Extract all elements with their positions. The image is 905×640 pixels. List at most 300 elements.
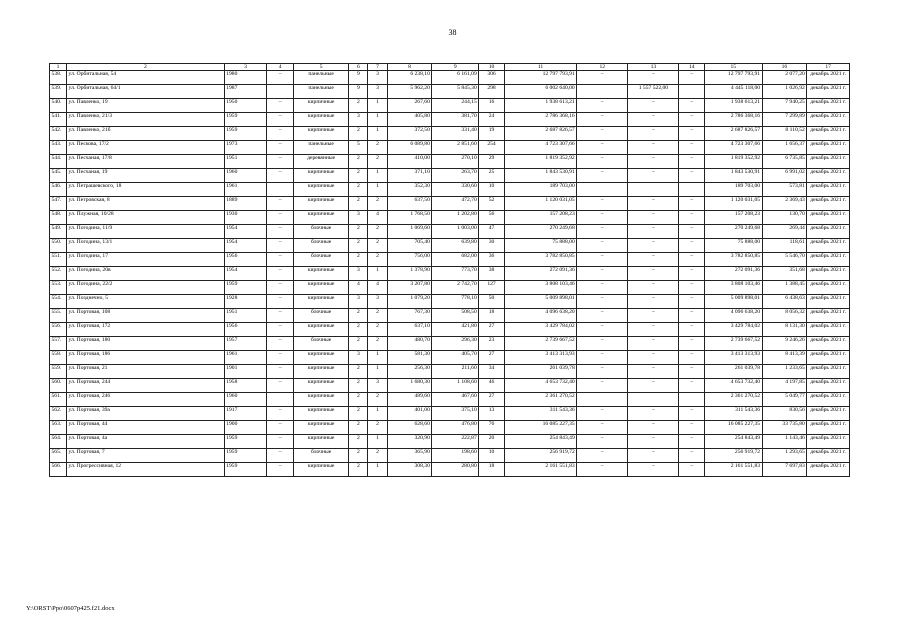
cell-address: ул. Портовая, 186	[67, 351, 225, 365]
cell-col-13: –	[628, 323, 679, 337]
cell-residents: 76	[479, 421, 505, 435]
cell-wall-material: блочные	[293, 239, 348, 253]
table-row	[50, 309, 850, 323]
cell-col-14: –	[679, 295, 705, 309]
cell-col-4: –	[267, 281, 294, 295]
cell-living-area: 2 742,70	[432, 281, 479, 295]
cell-row-number: 555.	[50, 309, 67, 323]
cell-total-area: 401,00	[387, 407, 432, 421]
cell-living-area: 381,70	[432, 113, 479, 127]
cell-row-number: 550.	[50, 239, 67, 253]
cell-floors: 3	[349, 113, 368, 127]
cell-residents: 23	[479, 337, 505, 351]
cell-cost-remaining: 2 739 667,52	[705, 337, 763, 351]
cell-address: ул. Орбитальная, 54	[67, 71, 225, 85]
cell-row-number: 552.	[50, 267, 67, 281]
cell-entrances: 4	[368, 211, 387, 225]
cell-floors: 2	[349, 239, 368, 253]
cell-total-cost: 2 739 667,52	[504, 337, 576, 351]
column-header-5: 5	[293, 64, 348, 71]
cell-deadline: декабрь 2021 г.	[807, 253, 850, 267]
cell-cost-per-sqm: 5 049,77	[762, 393, 807, 407]
cell-col-12	[577, 183, 628, 197]
cell-total-area: 628,60	[387, 421, 432, 435]
cell-col-4: –	[267, 295, 294, 309]
cell-address: ул. Погодина, 11/9	[67, 225, 225, 239]
table-row	[50, 435, 850, 449]
cell-floors: 2	[349, 337, 368, 351]
cell-cost-remaining: 254 843,49	[705, 435, 763, 449]
cell-wall-material: панельные	[293, 141, 348, 155]
cell-col-14: –	[679, 197, 705, 211]
cell-year-built: 1954	[224, 239, 267, 253]
cell-total-area: 1 079,20	[387, 295, 432, 309]
cell-col-14	[679, 183, 705, 197]
cell-col-13: –	[628, 351, 679, 365]
cell-col-13: –	[628, 407, 679, 421]
cell-entrances: 4	[368, 281, 387, 295]
cell-floors: 2	[349, 365, 368, 379]
cell-entrances: 2	[368, 239, 387, 253]
cell-col-14: –	[679, 281, 705, 295]
cell-row-number: 565.	[50, 449, 67, 463]
cell-total-area: 352,30	[387, 183, 432, 197]
cell-cost-per-sqm: 1 233,65	[762, 365, 807, 379]
cell-col-4	[267, 183, 294, 197]
cell-floors: 3	[349, 211, 368, 225]
cell-entrances: 1	[368, 183, 387, 197]
cell-residents: 10	[479, 449, 505, 463]
cell-col-13: –	[628, 99, 679, 113]
cell-row-number: 546.	[50, 183, 67, 197]
cell-year-built: 1900	[224, 421, 267, 435]
cell-total-area: 705,40	[387, 239, 432, 253]
cell-total-area: 1 069,60	[387, 225, 432, 239]
cell-floors: 2	[349, 225, 368, 239]
cell-row-number: 541.	[50, 113, 67, 127]
cell-col-4: –	[267, 351, 294, 365]
cell-total-cost: 3 413 313,93	[504, 351, 576, 365]
cell-living-area: 211,60	[432, 365, 479, 379]
cell-floors: 5	[349, 141, 368, 155]
cell-living-area: 330,60	[432, 183, 479, 197]
cell-floors: 2	[349, 435, 368, 449]
cell-col-13: –	[628, 169, 679, 183]
cell-cost-per-sqm: 1 026,92	[762, 85, 807, 99]
table-row	[50, 463, 850, 477]
cell-floors: 2	[349, 463, 368, 477]
cell-col-12: –	[577, 267, 628, 281]
cell-col-13: –	[628, 463, 679, 477]
cell-cost-remaining: 4 723 307,66	[705, 141, 763, 155]
cell-living-area: 682,00	[432, 253, 479, 267]
cell-col-13: –	[628, 141, 679, 155]
cell-row-number: 562.	[50, 407, 67, 421]
column-header-14: 14	[679, 64, 705, 71]
cell-residents: 254	[479, 141, 505, 155]
cell-entrances: 3	[368, 71, 387, 85]
cell-total-area: 405,80	[387, 113, 432, 127]
cell-cost-per-sqm: 8 131,30	[762, 323, 807, 337]
cell-col-14: –	[679, 127, 705, 141]
cell-year-built: 1959	[224, 281, 267, 295]
cell-col-12: –	[577, 421, 628, 435]
cell-col-12: –	[577, 351, 628, 365]
table-row	[50, 85, 850, 99]
table-row	[50, 183, 850, 197]
cell-col-13: –	[628, 253, 679, 267]
column-header-13: 13	[628, 64, 679, 71]
cell-living-area: 1 108,60	[432, 379, 479, 393]
cell-residents: 10	[479, 183, 505, 197]
cell-total-cost: 3 782 850,85	[504, 253, 576, 267]
cell-total-cost: 4 096 638,20	[504, 309, 576, 323]
cell-cost-per-sqm: 7 299,89	[762, 113, 807, 127]
cell-col-12: –	[577, 225, 628, 239]
cell-residents: 36	[479, 253, 505, 267]
cell-entrances: 3	[368, 85, 387, 99]
cell-col-14: –	[679, 239, 705, 253]
cell-total-cost: 1 120 031,05	[504, 197, 576, 211]
cell-row-number: 549.	[50, 225, 67, 239]
cell-col-12	[577, 85, 628, 99]
cell-address: ул. Портовая, 108	[67, 309, 225, 323]
cell-cost-per-sqm: 6 438,63	[762, 295, 807, 309]
cell-cost-remaining: 3 808 103,46	[705, 281, 763, 295]
cell-cost-remaining: 1 843 530,91	[705, 169, 763, 183]
cell-wall-material: блочные	[293, 309, 348, 323]
column-header-10: 10	[479, 64, 505, 71]
cell-entrances: 2	[368, 253, 387, 267]
table-row	[50, 337, 850, 351]
cell-entrances: 1	[368, 407, 387, 421]
cell-col-13: –	[628, 309, 679, 323]
cell-residents: 18	[479, 309, 505, 323]
column-header-3: 3	[224, 64, 267, 71]
cell-address: ул. Орбитальная, 64/1	[67, 85, 225, 99]
cell-floors: 9	[349, 85, 368, 99]
cell-cost-remaining: 2 687 826,57	[705, 127, 763, 141]
cell-address: ул. Погодина, 13/1	[67, 239, 225, 253]
cell-entrances: 2	[368, 141, 387, 155]
cell-total-cost: 3 808 103,46	[504, 281, 576, 295]
cell-total-cost: 1 938 613,21	[504, 99, 576, 113]
cell-row-number: 543.	[50, 141, 67, 155]
cell-entrances: 1	[368, 99, 387, 113]
cell-col-14: –	[679, 407, 705, 421]
cell-col-12: –	[577, 295, 628, 309]
cell-row-number: 553.	[50, 281, 67, 295]
cell-wall-material: кирпичные	[293, 99, 348, 113]
cell-cost-remaining: 4 653 732,40	[705, 379, 763, 393]
cell-col-14: –	[679, 421, 705, 435]
cell-address: ул. Павленко, 21б	[67, 127, 225, 141]
cell-cost-remaining: 3 782 850,85	[705, 253, 763, 267]
cell-deadline: декабрь 2021 г.	[807, 309, 850, 323]
cell-cost-remaining: 311 543,36	[705, 407, 763, 421]
cell-wall-material: кирпичные	[293, 267, 348, 281]
cell-entrances: 2	[368, 309, 387, 323]
cell-cost-per-sqm: 830,56	[762, 407, 807, 421]
cell-total-cost: 254 843,49	[504, 435, 576, 449]
cell-col-4: –	[267, 379, 294, 393]
cell-year-built: 1973	[224, 141, 267, 155]
cell-year-built: 1951	[224, 309, 267, 323]
cell-row-number: 538.	[50, 71, 67, 85]
cell-col-12: –	[577, 169, 628, 183]
table-row	[50, 127, 850, 141]
cell-floors: 3	[349, 295, 368, 309]
cell-col-4: –	[267, 253, 294, 267]
cell-floors: 9	[349, 71, 368, 85]
cell-year-built: 1959	[224, 449, 267, 463]
cell-col-14	[679, 393, 705, 407]
cell-floors: 2	[349, 127, 368, 141]
cell-col-4: –	[267, 211, 294, 225]
cell-cost-remaining: 4 096 638,20	[705, 309, 763, 323]
cell-living-area: 222,87	[432, 435, 479, 449]
cell-residents: 27	[479, 393, 505, 407]
cell-cost-per-sqm: 1 656,37	[762, 141, 807, 155]
cell-living-area: 405,70	[432, 351, 479, 365]
table-row	[50, 365, 850, 379]
cell-cost-remaining: 261 039,78	[705, 365, 763, 379]
cell-total-cost: 5 009 898,01	[504, 295, 576, 309]
cell-floors: 2	[349, 155, 368, 169]
cell-col-4: –	[267, 155, 294, 169]
cell-total-cost: 4 653 732,40	[504, 379, 576, 393]
cell-col-13: –	[628, 155, 679, 169]
cell-cost-remaining: 12 797 793,91	[705, 71, 763, 85]
cell-address: ул. Портовая, 7	[67, 449, 225, 463]
cell-cost-per-sqm: 130,70	[762, 211, 807, 225]
table-row	[50, 379, 850, 393]
cell-residents: 127	[479, 281, 505, 295]
cell-wall-material: кирпичные	[293, 113, 348, 127]
cell-wall-material: кирпичные	[293, 435, 348, 449]
cell-wall-material: кирпичные	[293, 127, 348, 141]
cell-entrances: 1	[368, 267, 387, 281]
cell-col-13: –	[628, 113, 679, 127]
cell-col-4: –	[267, 365, 294, 379]
cell-col-4	[267, 393, 294, 407]
cell-deadline: декабрь 2021 г.	[807, 141, 850, 155]
cell-living-area: 1 003,00	[432, 225, 479, 239]
cell-cost-remaining: 75 888,00	[705, 239, 763, 253]
cell-entrances: 2	[368, 393, 387, 407]
cell-floors: 4	[349, 281, 368, 295]
cell-entrances: 1	[368, 463, 387, 477]
column-header-12: 12	[577, 64, 628, 71]
cell-address: ул. Портовая, 39а	[67, 407, 225, 421]
cell-col-14: –	[679, 309, 705, 323]
cell-cost-per-sqm: 1 388,45	[762, 281, 807, 295]
cell-col-12: –	[577, 309, 628, 323]
cell-col-14: –	[679, 169, 705, 183]
cell-living-area: 263,70	[432, 169, 479, 183]
column-header-15: 15	[705, 64, 763, 71]
cell-living-area: 472,70	[432, 197, 479, 211]
cell-deadline: декабрь 2021 г.	[807, 351, 850, 365]
cell-address: ул. Павленко, 21/3	[67, 113, 225, 127]
cell-living-area: 467,60	[432, 393, 479, 407]
cell-living-area: 198,60	[432, 449, 479, 463]
cell-col-12: –	[577, 211, 628, 225]
cell-cost-per-sqm: 7 697,83	[762, 463, 807, 477]
cell-total-area: 371,10	[387, 169, 432, 183]
cell-living-area: 6 161,09	[432, 71, 479, 85]
cell-residents: 30	[479, 239, 505, 253]
cell-total-cost: 12 797 793,91	[504, 71, 576, 85]
cell-cost-remaining: 1 120 031,05	[705, 197, 763, 211]
cell-deadline: декабрь 2021 г.	[807, 421, 850, 435]
cell-total-cost: 3 429 784,02	[504, 323, 576, 337]
cell-address: ул. Погодина, 22/2	[67, 281, 225, 295]
cell-col-13: –	[628, 281, 679, 295]
cell-residents: 18	[479, 463, 505, 477]
cell-col-12: –	[577, 337, 628, 351]
cell-total-area: 5 962,20	[387, 85, 432, 99]
cell-deadline: декабрь 2021 г.	[807, 225, 850, 239]
cell-col-4: –	[267, 309, 294, 323]
cell-col-13	[628, 183, 679, 197]
cell-living-area: 280,80	[432, 463, 479, 477]
cell-entrances: 1	[368, 351, 387, 365]
cell-deadline: декабрь 2021 г.	[807, 267, 850, 281]
cell-floors: 2	[349, 309, 368, 323]
cell-deadline: декабрь 2021 г.	[807, 85, 850, 99]
cell-entrances: 2	[368, 155, 387, 169]
cell-total-cost: 311 543,36	[504, 407, 576, 421]
cell-col-14: –	[679, 253, 705, 267]
cell-row-number: 548.	[50, 211, 67, 225]
cell-year-built: 1980	[224, 71, 267, 85]
cell-deadline: декабрь 2021 г.	[807, 379, 850, 393]
cell-col-13: –	[628, 71, 679, 85]
cell-year-built: 1951	[224, 155, 267, 169]
cell-total-cost: 16 085 227,35	[504, 421, 576, 435]
cell-col-12: –	[577, 239, 628, 253]
cell-total-area: 410,00	[387, 155, 432, 169]
cell-wall-material: кирпичные	[293, 183, 348, 197]
cell-row-number: 563.	[50, 421, 67, 435]
table-row	[50, 155, 850, 169]
cell-col-14: –	[679, 155, 705, 169]
table-row	[50, 197, 850, 211]
cell-residents: 298	[479, 85, 505, 99]
cell-col-12: –	[577, 141, 628, 155]
cell-col-12: –	[577, 71, 628, 85]
cell-deadline: декабрь 2021 г.	[807, 113, 850, 127]
cell-col-13: –	[628, 295, 679, 309]
cell-wall-material: кирпичные	[293, 407, 348, 421]
cell-cost-per-sqm: 33 735,80	[762, 421, 807, 435]
cell-living-area: 778,10	[432, 295, 479, 309]
cell-wall-material: кирпичные	[293, 463, 348, 477]
cell-deadline: декабрь 2021 г.	[807, 393, 850, 407]
table-row	[50, 393, 850, 407]
cell-col-4: –	[267, 99, 294, 113]
cell-cost-per-sqm: 6 991,02	[762, 169, 807, 183]
cell-cost-remaining: 1 938 613,21	[705, 99, 763, 113]
cell-year-built: 1950	[224, 99, 267, 113]
cell-col-4	[267, 85, 294, 99]
cell-address: ул. Песчаная, 19	[67, 169, 225, 183]
cell-col-13: –	[628, 421, 679, 435]
cell-living-area: 331,40	[432, 127, 479, 141]
cell-address: ул. Портовая, 246	[67, 393, 225, 407]
cell-year-built: 1960	[224, 393, 267, 407]
cell-wall-material: блочные	[293, 337, 348, 351]
cell-col-4: –	[267, 449, 294, 463]
column-header-1: 1	[50, 64, 67, 71]
cell-col-13: –	[628, 225, 679, 239]
cell-cost-per-sqm: 573,81	[762, 183, 807, 197]
cell-deadline: декабрь 2021 г.	[807, 281, 850, 295]
cell-total-area: 581,30	[387, 351, 432, 365]
housing-table	[49, 63, 850, 477]
cell-wall-material: панельные	[293, 71, 348, 85]
cell-col-4: –	[267, 239, 294, 253]
cell-col-4: –	[267, 127, 294, 141]
cell-row-number: 558.	[50, 351, 67, 365]
table-row	[50, 449, 850, 463]
cell-floors: 2	[349, 379, 368, 393]
cell-entrances: 1	[368, 365, 387, 379]
cell-col-13: –	[628, 379, 679, 393]
cell-year-built: 1917	[224, 407, 267, 421]
cell-deadline: декабрь 2021 г.	[807, 155, 850, 169]
cell-col-14: –	[679, 351, 705, 365]
cell-year-built: 1961	[224, 351, 267, 365]
column-header-6: 6	[349, 64, 368, 71]
cell-deadline: декабрь 2021 г.	[807, 239, 850, 253]
cell-total-cost: 1 819 352,92	[504, 155, 576, 169]
cell-total-cost: 2 161 551,83	[504, 463, 576, 477]
cell-row-number: 539.	[50, 85, 67, 99]
cell-deadline: декабрь 2021 г.	[807, 323, 850, 337]
cell-total-area: 320,90	[387, 435, 432, 449]
cell-col-12: –	[577, 323, 628, 337]
cell-year-built: 1956	[224, 323, 267, 337]
cell-living-area: 5 845,30	[432, 85, 479, 99]
cell-floors: 2	[349, 323, 368, 337]
cell-cost-remaining: 2 786 368,16	[705, 113, 763, 127]
cell-col-13: –	[628, 449, 679, 463]
table-row	[50, 407, 850, 421]
cell-row-number: 540.	[50, 99, 67, 113]
cell-col-4: –	[267, 71, 294, 85]
cell-col-12: –	[577, 379, 628, 393]
cell-cost-per-sqm: 2 077,20	[762, 71, 807, 85]
cell-col-4: –	[267, 197, 294, 211]
cell-total-area: 267,60	[387, 99, 432, 113]
cell-address: ул. Пескова, 17/2	[67, 141, 225, 155]
table-row	[50, 211, 850, 225]
cell-address: ул. Погодина, 20в	[67, 267, 225, 281]
cell-residents: 29	[479, 155, 505, 169]
cell-total-cost: 2 786 368,16	[504, 113, 576, 127]
cell-total-cost: 157 208,23	[504, 211, 576, 225]
cell-col-4: –	[267, 463, 294, 477]
cell-col-12: –	[577, 99, 628, 113]
cell-deadline: декабрь 2021 г.	[807, 435, 850, 449]
table-row	[50, 421, 850, 435]
cell-total-cost: 2 687 826,57	[504, 127, 576, 141]
cell-row-number: 544.	[50, 155, 67, 169]
cell-total-cost: 272 091,36	[504, 267, 576, 281]
cell-cost-per-sqm: 1 293,65	[762, 449, 807, 463]
